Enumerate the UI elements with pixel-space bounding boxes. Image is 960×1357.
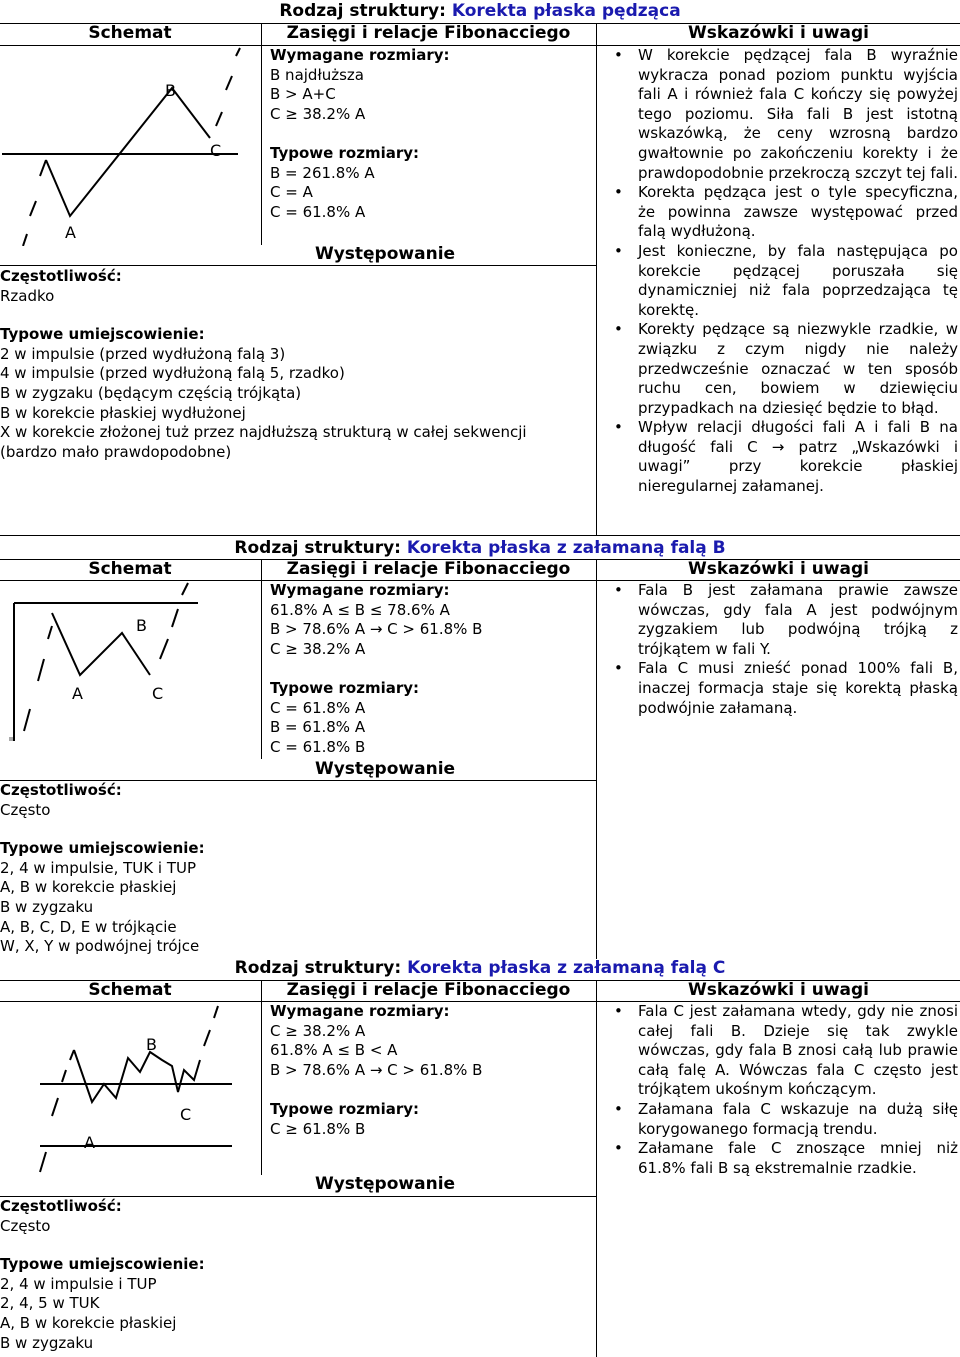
loc-item: 4 w impulsie (przed wydłużoną falą 5, rzadko) [0, 364, 345, 383]
loc-item: 2 w impulsie (przed wydłużoną falą 3) [0, 344, 286, 363]
fib-line: B najdłuższa [270, 65, 364, 84]
fib-line: C = 61.8% A [270, 202, 366, 221]
wystepowanie-heading: Występowanie [314, 1174, 456, 1194]
wystepowanie-heading: Występowanie [314, 244, 456, 264]
fib-line: 61.8% A ≤ B ≤ 78.6% A [270, 600, 450, 619]
label-a: A [65, 223, 76, 242]
occurrence-block [0, 1197, 600, 1353]
fib-line: B > A+C [270, 85, 336, 104]
loc-item: W, X, Y w podwójnej trójce [0, 937, 200, 956]
note-item: • Wpływ relacji długości fali A i fali B na długość fali C → patrz „Wskazówki i uwagi” przy korekcie płaskiej nieregularnej załamanej. [610, 418, 958, 496]
header-fib: Zasięgi i relacje Fibonacciego [286, 980, 571, 1000]
loc-item: (bardzo mało prawdopodobne) [0, 442, 232, 461]
freq-label: Częstotliwość: [0, 1197, 122, 1215]
header-fib: Zasięgi i relacje Fibonacciego [286, 23, 571, 43]
loc-item: B w zygzaku (będącym częścią trójkąta) [0, 383, 302, 402]
note-item: • Jest konieczne, by fala następująca po korekcie pędzącej poruszała się dynamiczniej niż fala poprzedzająca tę korektę. [610, 242, 958, 320]
fib-heading: Wymagane rozmiary: [270, 1002, 450, 1020]
loc-item: A, B w korekcie płaskiej [0, 878, 177, 897]
label-b: B [136, 616, 147, 635]
loc-label: Typowe umiejscowienie: [0, 1255, 205, 1274]
fib-heading: Typowe rozmiary: [270, 143, 420, 162]
occurrence-block [0, 267, 600, 462]
fib-line: C ≥ 38.2% A [270, 639, 366, 658]
freq-label: Częstotliwość: [0, 781, 122, 799]
wave-diagram [0, 46, 260, 246]
wave-diagram [0, 581, 260, 761]
fib-heading: Wymagane rozmiary: [270, 46, 450, 64]
fib-line: B > 78.6% A → C > 61.8% B [270, 1060, 483, 1079]
loc-item: A, B, C, D, E w trójkącie [0, 917, 177, 936]
title-prefix: Rodzaj struktury: [234, 958, 408, 978]
fib-heading: Typowe rozmiary: [270, 1099, 420, 1118]
loc-item: 2, 4, 5 w TUK [0, 1294, 100, 1313]
fib-line: C = 61.8% A [270, 698, 366, 717]
section-3-title [0, 959, 960, 979]
fib-line: B = 61.8% A [270, 718, 366, 737]
fib-line: C ≥ 38.2% A [270, 1021, 366, 1040]
title-prefix: Rodzaj struktury: [234, 538, 407, 558]
fib-line: C ≥ 61.8% B [270, 1119, 366, 1138]
loc-item: A, B w korekcie płaskiej [0, 1313, 177, 1332]
section-2-title [0, 539, 960, 559]
fib-line: 61.8% A ≤ B < A [270, 1041, 398, 1060]
loc-list [0, 859, 600, 957]
fib-line [270, 1080, 595, 1100]
col-divider [261, 980, 262, 1175]
wystepowanie-heading: Występowanie [314, 759, 456, 779]
fib-line: B = 261.8% A [270, 163, 375, 182]
loc-label: Typowe umiejscowienie: [0, 839, 205, 858]
divider [0, 535, 960, 536]
section-1-title [0, 2, 960, 22]
loc-label: Typowe umiejscowienie: [0, 325, 205, 344]
note-item: • Fala C jest załamana wtedy, gdy nie znosi całej fali B. Dzieje się tak zwykle wówczas, gdy fala B znosi całą lub prawie całą falę A. Wówczas fala C często jest trójkątem ukośnym kończącym. [610, 1002, 958, 1100]
header-schemat: Schemat [88, 980, 172, 1000]
fib-line [270, 124, 595, 144]
fib-line: C = A [270, 183, 313, 202]
freq-label: Częstotliwość: [0, 267, 122, 285]
loc-item: 2, 4 w impulsie i TUP [0, 1274, 157, 1293]
freq-value: Często [0, 1216, 51, 1235]
label-c: C [210, 141, 222, 160]
fib-line: C = 61.8% B [270, 737, 366, 756]
loc-list [0, 1275, 600, 1353]
fib-line: B > 78.6% A → C > 61.8% B [270, 620, 483, 639]
wave-diagram [0, 1002, 260, 1182]
loc-item: X w korekcie złożonej tuż przez najdłuższą strukturą w całej sekwencji [0, 423, 527, 442]
label-a: A [84, 1133, 95, 1152]
label-b: B [165, 81, 176, 100]
loc-item: B w zygzaku [0, 1333, 94, 1352]
notes-list [610, 1002, 958, 1178]
notes-list [610, 581, 958, 718]
note-item: • W korekcie pędzącej fala B wyraźnie wykracza ponad poziom punktu wyjścia fali A i również fala C kończy się powyżej tego poziomu. Siła fali B jest istotną wskazówką, że ceny wzrosną bardzo gwałtownie po zakończeniu korekty i że prawdopodobnie przekroczą szczyt tej fali. [610, 46, 958, 183]
note-item: • Fala B jest załamana prawie zawsze wówczas, gdy fala A jest podwójnym zygzakiem lub podwójną trójką z trójkątem w fali Y. [610, 581, 958, 659]
fib-line [270, 659, 595, 679]
label-b: B [146, 1035, 157, 1054]
fib-line: C ≥ 38.2% A [270, 104, 366, 123]
header-schemat: Schemat [88, 23, 172, 43]
divider [0, 265, 596, 266]
header-fib: Zasięgi i relacje Fibonacciego [286, 559, 571, 579]
title-name: Korekta płaska pędząca [451, 1, 681, 21]
title-name: Korekta płaska z załamaną falą C [407, 958, 726, 978]
loc-item: 2, 4 w impulsie, TUK i TUP [0, 858, 197, 877]
fib-block [270, 581, 595, 757]
note-item: • Fala C musi znieść ponad 100% fali B, inaczej formacja staje się korektą płaską podwójnie załamaną. [610, 659, 958, 718]
loc-item: B w korekcie płaskiej wydłużonej [0, 403, 246, 422]
note-item: • Korekty pędzące są niezwykle rzadkie, w związku z czym nigdy nie należy przedwcześnie oznaczać w ten sposób ruchu cen, bowiem w dziewięciu przypadkach na dziesięć będzie to błąd. [610, 320, 958, 418]
header-notes: Wskazówki i uwagi [688, 980, 869, 1000]
loc-list [0, 345, 600, 463]
note-item: • Korekta pędząca jest o tyle specyficzna, że powinna zawsze występować przed falą wydłużoną. [610, 183, 958, 242]
fib-heading: Wymagane rozmiary: [270, 581, 450, 599]
header-schemat: Schemat [88, 559, 172, 579]
label-a: A [72, 684, 83, 703]
freq-value: Często [0, 800, 51, 819]
header-notes: Wskazówki i uwagi [688, 559, 869, 579]
title-name: Korekta płaska z załamaną falą B [406, 538, 726, 558]
occurrence-block [0, 781, 600, 957]
header-notes: Wskazówki i uwagi [688, 23, 869, 43]
freq-value: Rzadko [0, 286, 55, 305]
note-item: • Załamane fale C znoszące mniej niż 61.8% fali B są ekstremalnie rzadkie. [610, 1139, 958, 1178]
note-item: • Załamana fala C wskazuje na dużą siłę korygowanego formacją trendu. [610, 1100, 958, 1139]
col-divider [261, 559, 262, 759]
label-c: C [152, 684, 164, 703]
notes-list [610, 46, 958, 497]
fib-block [270, 1002, 595, 1139]
fib-block [270, 46, 595, 222]
title-prefix: Rodzaj struktury: [279, 1, 452, 21]
loc-item: B w zygzaku [0, 897, 94, 916]
fib-heading: Typowe rozmiary: [270, 678, 420, 697]
col-divider [261, 23, 262, 245]
label-c: C [180, 1105, 192, 1124]
